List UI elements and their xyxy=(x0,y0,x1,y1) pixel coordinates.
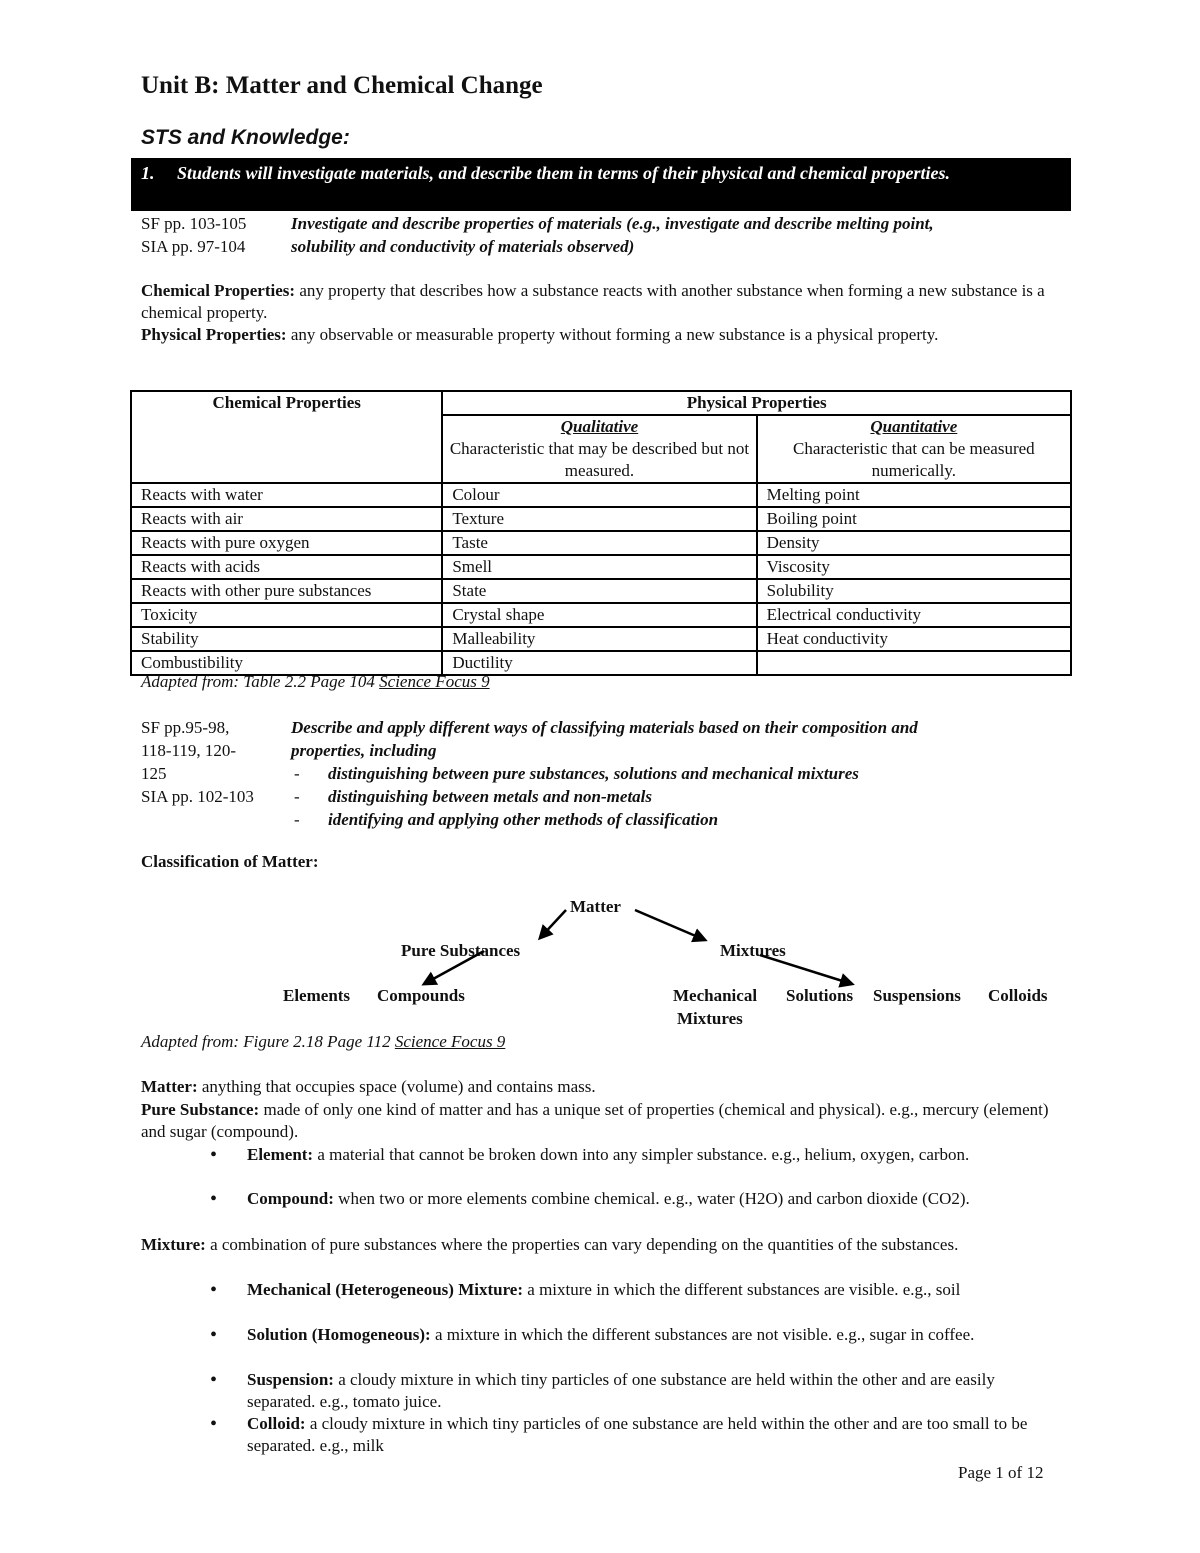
quantitative-desc: Characteristic that can be measured numerically. xyxy=(792,439,1035,480)
element-text: a material that cannot be broken down into any simpler substance. e.g., helium, oxygen, carbon. xyxy=(317,1145,970,1164)
compound-term: Compound: xyxy=(247,1189,334,1208)
arrow-mixtures-to-solutions xyxy=(760,955,852,984)
pure-substance-definition xyxy=(141,1099,1061,1143)
qualitative-property-cell: Texture xyxy=(442,507,756,531)
physical-properties-term: Physical Properties: xyxy=(141,325,287,344)
arrow-pure-to-elements xyxy=(424,951,484,984)
quantitative-property-cell: Heat conductivity xyxy=(757,627,1071,651)
chemical-property-cell: Reacts with other pure substances xyxy=(131,579,442,603)
diagram-caption-prefix: Adapted from: Figure 2.18 Page 112 xyxy=(141,1032,395,1051)
table-caption-source: Science Focus 9 xyxy=(379,672,490,691)
mixture-definition xyxy=(141,1234,1061,1256)
ref2-dash-1: - xyxy=(294,764,300,783)
ref1-sf: SF pp. 103-105 xyxy=(141,214,247,233)
chemical-property-cell: Reacts with acids xyxy=(131,555,442,579)
element-definition xyxy=(247,1144,1047,1166)
diagram-caption-source: Science Focus 9 xyxy=(394,1032,506,1051)
element-term: Element: xyxy=(247,1145,314,1164)
chemical-properties-term: Chemical Properties: xyxy=(141,281,296,300)
mechanical-mixture-text: a mixture in which the different substances are visible. e.g., soil xyxy=(527,1280,961,1299)
qualitative-property-cell: Ductility xyxy=(442,651,756,675)
diagram-compounds: Compounds xyxy=(377,986,465,1005)
chemical-property-cell: Reacts with pure oxygen xyxy=(131,531,442,555)
mixture-term: Mixture: xyxy=(141,1235,206,1254)
diagram-suspensions: Suspensions xyxy=(873,986,961,1005)
physical-properties-text: any observable or measurable property without forming a new substance is a physical property. xyxy=(290,325,939,344)
ref2-dash-2: - xyxy=(294,787,300,806)
bullet-icon: • xyxy=(210,1324,218,1346)
chemical-property-cell: Stability xyxy=(131,627,442,651)
diagram-caption xyxy=(141,1032,505,1052)
objective-text: Students will investigate materials, and describe them in terms of their physical and chemical properties. xyxy=(177,163,951,183)
diagram-mechanical-mixtures: Mixtures xyxy=(677,1009,743,1028)
solution-term: Solution (Homogeneous): xyxy=(247,1325,431,1344)
ref2-item-2: distinguishing between metals and non-metals xyxy=(328,787,653,806)
colloid-term: Colloid: xyxy=(247,1414,306,1433)
qualitative-property-cell: Colour xyxy=(442,483,756,507)
ref1-sia: SIA pp. 97-104 xyxy=(141,237,246,256)
ref2-desc-line2: properties, including xyxy=(291,741,437,760)
compound-definition xyxy=(247,1188,1047,1210)
chemical-property-cell: Reacts with air xyxy=(131,507,442,531)
quantitative-property-cell: Solubility xyxy=(757,579,1071,603)
compound-text: when two or more elements combine chemical. e.g., water (H2O) and carbon dioxide (CO2). xyxy=(338,1189,970,1208)
quantitative-property-cell: Viscosity xyxy=(757,555,1071,579)
ref1-desc-line1: Investigate and describe properties of materials (e.g., investigate and describe melting point, xyxy=(291,214,934,233)
quantitative-property-cell: Boiling point xyxy=(757,507,1071,531)
bullet-icon: • xyxy=(210,1144,218,1166)
bullet-icon: • xyxy=(210,1369,218,1391)
quantitative-property-cell: Density xyxy=(757,531,1071,555)
chemical-properties-text: any property that describes how a substance reacts with another substance when forming a new substance is a chemical property. xyxy=(141,281,1045,322)
chemical-property-cell: Combustibility xyxy=(131,651,442,675)
matter-text: anything that occupies space (volume) and contains mass. xyxy=(201,1077,596,1096)
diagram-solutions: Solutions xyxy=(786,986,854,1005)
solution-text: a mixture in which the different substances are not visible. e.g., sugar in coffee. xyxy=(434,1325,975,1344)
quantitative-property-cell: Melting point xyxy=(757,483,1071,507)
qualitative-property-cell: Taste xyxy=(442,531,756,555)
mechanical-mixture-definition xyxy=(247,1279,1047,1301)
matter-definition xyxy=(141,1076,1061,1098)
colloid-definition xyxy=(247,1413,1057,1457)
mixture-text: a combination of pure substances where the properties can vary depending on the quantities of the substances. xyxy=(210,1235,959,1254)
pure-substance-text: made of only one kind of matter and has a unique set of properties (chemical and physical). e.g., mercury (element) and sugar (compound). xyxy=(141,1100,1049,1141)
qualitative-desc: Characteristic that may be described but not measured. xyxy=(449,439,750,480)
physical-properties-header: Physical Properties xyxy=(442,391,1071,415)
arrow-matter-to-pure xyxy=(540,910,566,938)
qualitative-property-cell: Smell xyxy=(442,555,756,579)
diagram-mechanical: Mechanical xyxy=(673,986,758,1005)
chemical-properties-header: Chemical Properties xyxy=(131,391,442,483)
objective-number: 1. xyxy=(141,163,155,183)
qualitative-property-cell: Malleability xyxy=(442,627,756,651)
ref2-item-3: identifying and applying other methods of classification xyxy=(328,810,719,829)
mechanical-mixture-term: Mechanical (Heterogeneous) Mixture: xyxy=(247,1280,524,1299)
classification-heading: Classification of Matter: xyxy=(141,852,319,871)
pure-substance-term: Pure Substance: xyxy=(141,1100,260,1119)
diagram-matter: Matter xyxy=(570,897,621,916)
ref2-sf-line3: 125 xyxy=(141,764,167,783)
diagram-colloids: Colloids xyxy=(988,986,1048,1005)
table-caption-prefix: Adapted from: Table 2.2 Page 104 xyxy=(141,672,380,691)
solution-definition xyxy=(247,1324,1047,1346)
page-title: Unit B: Matter and Chemical Change xyxy=(141,72,543,99)
ref2-dash-3: - xyxy=(294,810,300,829)
diagram-mixtures: Mixtures xyxy=(720,941,786,960)
chemical-property-cell: Reacts with water xyxy=(131,483,442,507)
bullet-icon: • xyxy=(210,1279,218,1301)
section-subtitle: STS and Knowledge: xyxy=(141,126,350,149)
page-number: Page 1 of 12 xyxy=(958,1463,1044,1482)
bullet-icon: • xyxy=(210,1188,218,1210)
quantitative-property-cell: Electrical conductivity xyxy=(757,603,1071,627)
suspension-text: a cloudy mixture in which tiny particles of one substance are held within the other and are easily separated. e.g., tomato juice. xyxy=(247,1370,995,1411)
bullet-icon: • xyxy=(210,1413,218,1435)
ref2-desc-line1: Describe and apply different ways of classifying materials based on their composition and xyxy=(291,718,918,737)
qualitative-property-cell: State xyxy=(442,579,756,603)
ref2-item-1: distinguishing between pure substances, solutions and mechanical mixtures xyxy=(328,764,859,783)
qualitative-title: Qualitative xyxy=(560,417,639,436)
ref2-sia: SIA pp. 102-103 xyxy=(141,787,254,806)
arrow-matter-to-mixtures xyxy=(635,910,705,940)
suspension-term: Suspension: xyxy=(247,1370,334,1389)
suspension-definition xyxy=(247,1369,1047,1413)
diagram-pure-substances: Pure Substances xyxy=(401,941,521,960)
ref2-sf-line1: SF pp.95-98, xyxy=(141,718,230,737)
matter-term: Matter: xyxy=(141,1077,198,1096)
colloid-text: a cloudy mixture in which tiny particles of one substance are held within the other and are too small to be separated. e.g., milk xyxy=(247,1414,1028,1455)
quantitative-title: Quantitative xyxy=(870,417,958,436)
qualitative-property-cell: Crystal shape xyxy=(442,603,756,627)
diagram-elements: Elements xyxy=(283,986,351,1005)
ref2-sf-line2: 118-119, 120- xyxy=(141,741,237,760)
chemical-property-cell: Toxicity xyxy=(131,603,442,627)
ref1-desc-line2: solubility and conductivity of materials observed) xyxy=(291,237,635,256)
